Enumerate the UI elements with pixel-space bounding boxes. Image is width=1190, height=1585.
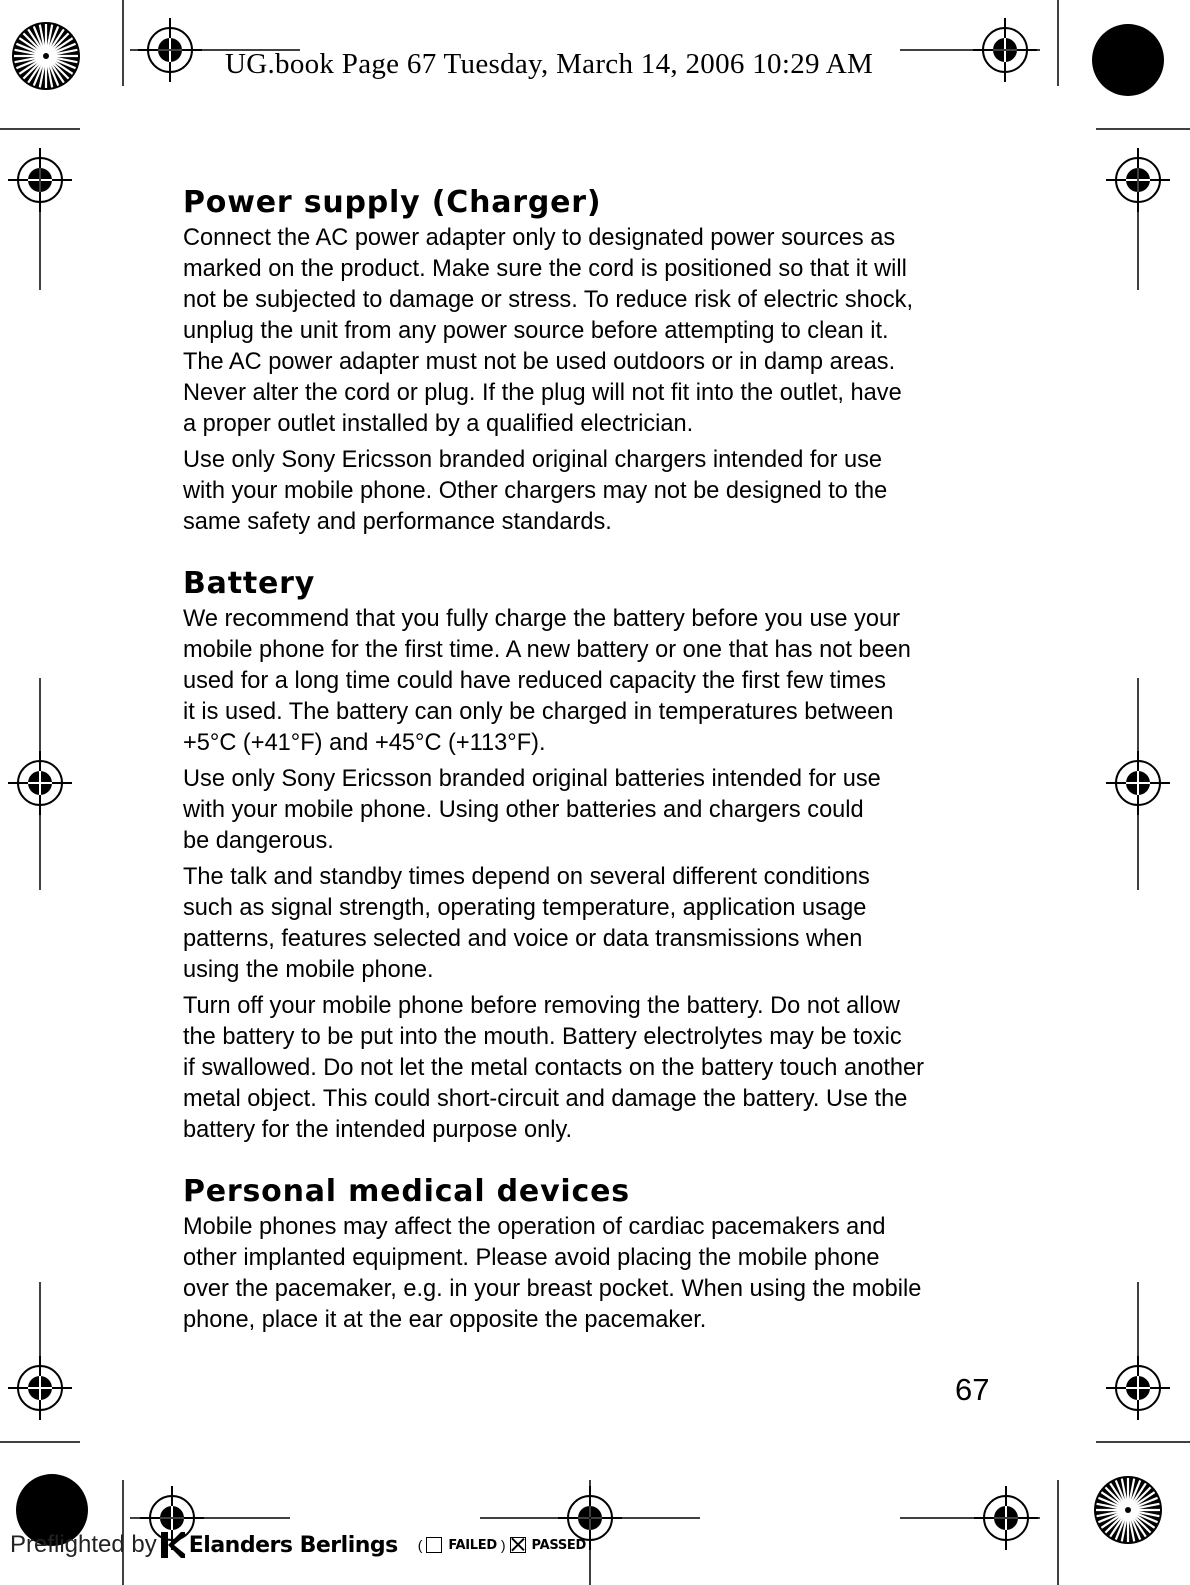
registration-mark-right-middle xyxy=(1106,751,1170,815)
paragraph: Turn off your mobile phone before removing the battery. Do not allow the battery to be put into the mouth. Battery electrolytes may be toxic if swallowed. Do not let the metal contacts on the battery touch another metal object. This could short-circuit and damage the battery. Use the battery for the intended purpose only. xyxy=(183,993,925,1143)
paragraph: The talk and standby times depend on several different conditions such as signal strength, operating temperature, application usage patterns, features selected and voice or data transmissions when using the mobile phone. xyxy=(183,864,870,983)
registration-mark-left-middle xyxy=(8,751,72,815)
registration-mark-left-lower xyxy=(8,1356,72,1420)
failed-label: FAILED xyxy=(448,1537,497,1553)
preflight-brand: Elanders Berlings xyxy=(188,1532,398,1558)
color-wheel-top-left xyxy=(12,22,80,90)
document-body xyxy=(183,183,1003,1341)
file-header: UG.book Page 67 Tuesday, March 14, 2006 10:29 AM xyxy=(225,48,874,80)
registration-mark-right-lower xyxy=(1106,1356,1170,1420)
paragraph: Use only Sony Ericsson branded original batteries intended for use with your mobile phone. Using other batteries and chargers could be dangerous. xyxy=(183,766,881,854)
preflight-stamp: Preflighted by Elanders Berlings ( FAILED ) PASSED xyxy=(10,1531,586,1558)
section-battery xyxy=(183,564,1003,1146)
page-number: 67 xyxy=(955,1372,990,1407)
section-heading: Power supply (Charger) xyxy=(183,185,602,220)
section-power-supply xyxy=(183,183,1003,538)
color-wheel-bottom-right xyxy=(1094,1476,1162,1544)
paragraph: Use only Sony Ericsson branded original chargers intended for use with your mobile phone. Other chargers may not be designed to the same safety and performance standards. xyxy=(183,447,888,535)
section-personal-medical-devices xyxy=(183,1172,1003,1336)
passed-checkbox xyxy=(510,1537,526,1553)
elanders-logo-icon xyxy=(159,1530,185,1560)
section-heading: Battery xyxy=(183,566,316,601)
paragraph: Mobile phones may affect the operation of cardiac pacemakers and other implanted equipment. Please avoid placing the mobile phone over the pacemaker, e.g. in your breast pocket. When using the mobile phone, place it at the ear opposite the pacemaker. xyxy=(183,1214,922,1333)
section-heading: Personal medical devices xyxy=(183,1174,630,1209)
failed-checkbox xyxy=(426,1537,442,1553)
solid-circle-top-right xyxy=(1092,24,1164,96)
paragraph: Connect the AC power adapter only to designated power sources as marked on the product. Make sure the cord is positioned so that it will not be subjected to damage or stress. To reduce risk of electric shock, unplug the unit from any power source before attempting to clean it. The AC power adapter must not be used outdoors or in damp areas. Never alter the cord or plug. If the plug will not fit into the outlet, have a proper outlet installed by a qualified electrician. xyxy=(183,225,914,437)
preflight-prefix: Preflighted by xyxy=(10,1531,157,1558)
paragraph: We recommend that you fully charge the battery before you use your mobile phone for the first time. A new battery or one that has not been used for a long time could have reduced capacity the first few times it is used. The battery can only be charged in temperatures between +5°C (+41°F) and +45°C (+113°F). xyxy=(183,606,911,756)
passed-label: PASSED xyxy=(531,1537,586,1553)
